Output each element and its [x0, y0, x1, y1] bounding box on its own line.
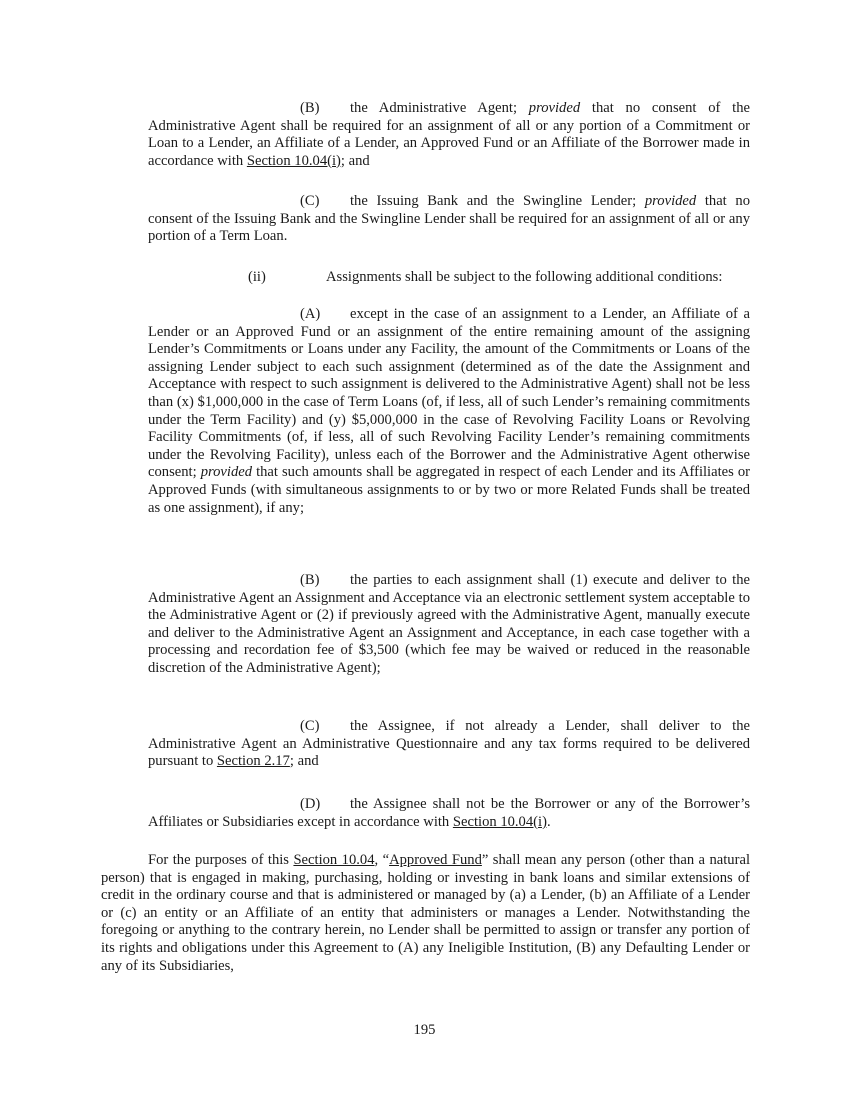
section-reference: Section 10.04(i) — [246, 152, 341, 169]
clause-label: (D) — [300, 796, 321, 812]
paragraph-b-administrative-agent: (B) the Administrative Agent; provided that no consent of the Administrative Agent shall be required for an assignment of all or any portion of a Commitment or Loan to a Lender, an Affiliate of a Lender, an Approved Fund or an Affiliate of the Borrower made in accordance with Section 10.04(i); and — [148, 100, 750, 169]
section-reference: Section 10.04 — [293, 852, 375, 868]
section-reference: Section 2.17 — [216, 753, 290, 770]
section-reference: Section 10.04(i) — [452, 813, 547, 830]
page-number: 195 — [413, 1022, 436, 1038]
paragraph-approved-fund-definition: For the purposes of this Section 10.04, “Approved Fund” shall mean any person (other than a natural person) that is engaged in making, purchasing, holding or investing in bank loans and similar extensions of credit in the ordinary course and that is administered or managed by (a) a Lender, (b) an Affiliate of a Lender or (c) an entity or an Affiliate of an entity that administers or manages a Lender. Notwithstanding the foregoing or anything to the contrary herein, no Lender shall be permitted to assign or transfer any portion of its rights and obligations under this Agreement to (A) any Ineligible Institution, (B) any Defaulting Lender or any of its Subsidiaries, — [101, 852, 750, 974]
clause-label: (A) — [300, 306, 321, 322]
clause-label: (B) — [300, 572, 320, 588]
paragraph-ii-conditions: (ii) Assignments shall be subject to the following additional conditions: — [248, 269, 723, 285]
paragraph-c-issuing-bank: (C) the Issuing Bank and the Swingline Lender; provided that no consent of the Issuing Bank and the Swingline Lender shall be required for an assignment of all or any portion of a Term Loan. — [148, 193, 750, 245]
paragraph-d-assignee: (D) the Assignee shall not be the Borrower or any of the Borrower’s Affiliates or Subsidiaries except in accordance with Section 10.04(i). — [148, 796, 750, 830]
clause-label: (ii) — [248, 269, 266, 285]
paragraph-c-questionnaire: (C) the Assignee, if not already a Lender, shall deliver to the Administrative Agent an Administrative Questionnaire and any tax forms required to be delivered pursuant to Section 2.17; and — [148, 718, 750, 770]
paragraph-a-minimum-amounts: (A) except in the case of an assignment to a Lender, an Affiliate of a Lender or an Approved Fund or an assignment of the entire remaining amount of the assigning Lender’s Commitments or Loans under any Facility, the amount of the Commitments or Loans of the assigning Lender subject to each such assignment (determined as of the date the Assignment and Acceptance with respect to such assignment is delivered to the Administrative Agent) shall not be less than (x) $1,000,000 in the case of Term Loans (of, if less, all of such Lender’s remaining commitments under the Term Facility) and (y) $5,000,000 in the case of Revolving Facility Loans or Revolving Facility Commitments (of, if less, all of such Revolving Facility Lender’s remaining commitments under the Revolving Facility), unless each of the Borrower and the Administrative Agent otherwise consent; provided that such amounts shall be aggregated in respect of each Lender and its Affiliates or Approved Funds (with simultaneous assignments to or by two or more Related Funds shall be treated as one assignment), if any; — [148, 306, 750, 516]
defined-term: Approved Fund — [389, 852, 482, 868]
clause-label: (C) — [300, 193, 320, 209]
clause-label: (B) — [300, 100, 320, 116]
paragraph-b-execution: (B) the parties to each assignment shall (1) execute and deliver to the Administrative Agent an Assignment and Acceptance via an electronic settlement system acceptable to the Administrative Agent or (2) if previously agreed with the Administrative Agent, manually execute and deliver to the Administrative Agent an Assignment and Acceptance, in each case together with a processing and recordation fee of $3,500 (which fee may be waived or reduced in the reasonable discretion of the Administrative Agent); — [148, 572, 750, 676]
clause-label: (C) — [300, 718, 320, 734]
